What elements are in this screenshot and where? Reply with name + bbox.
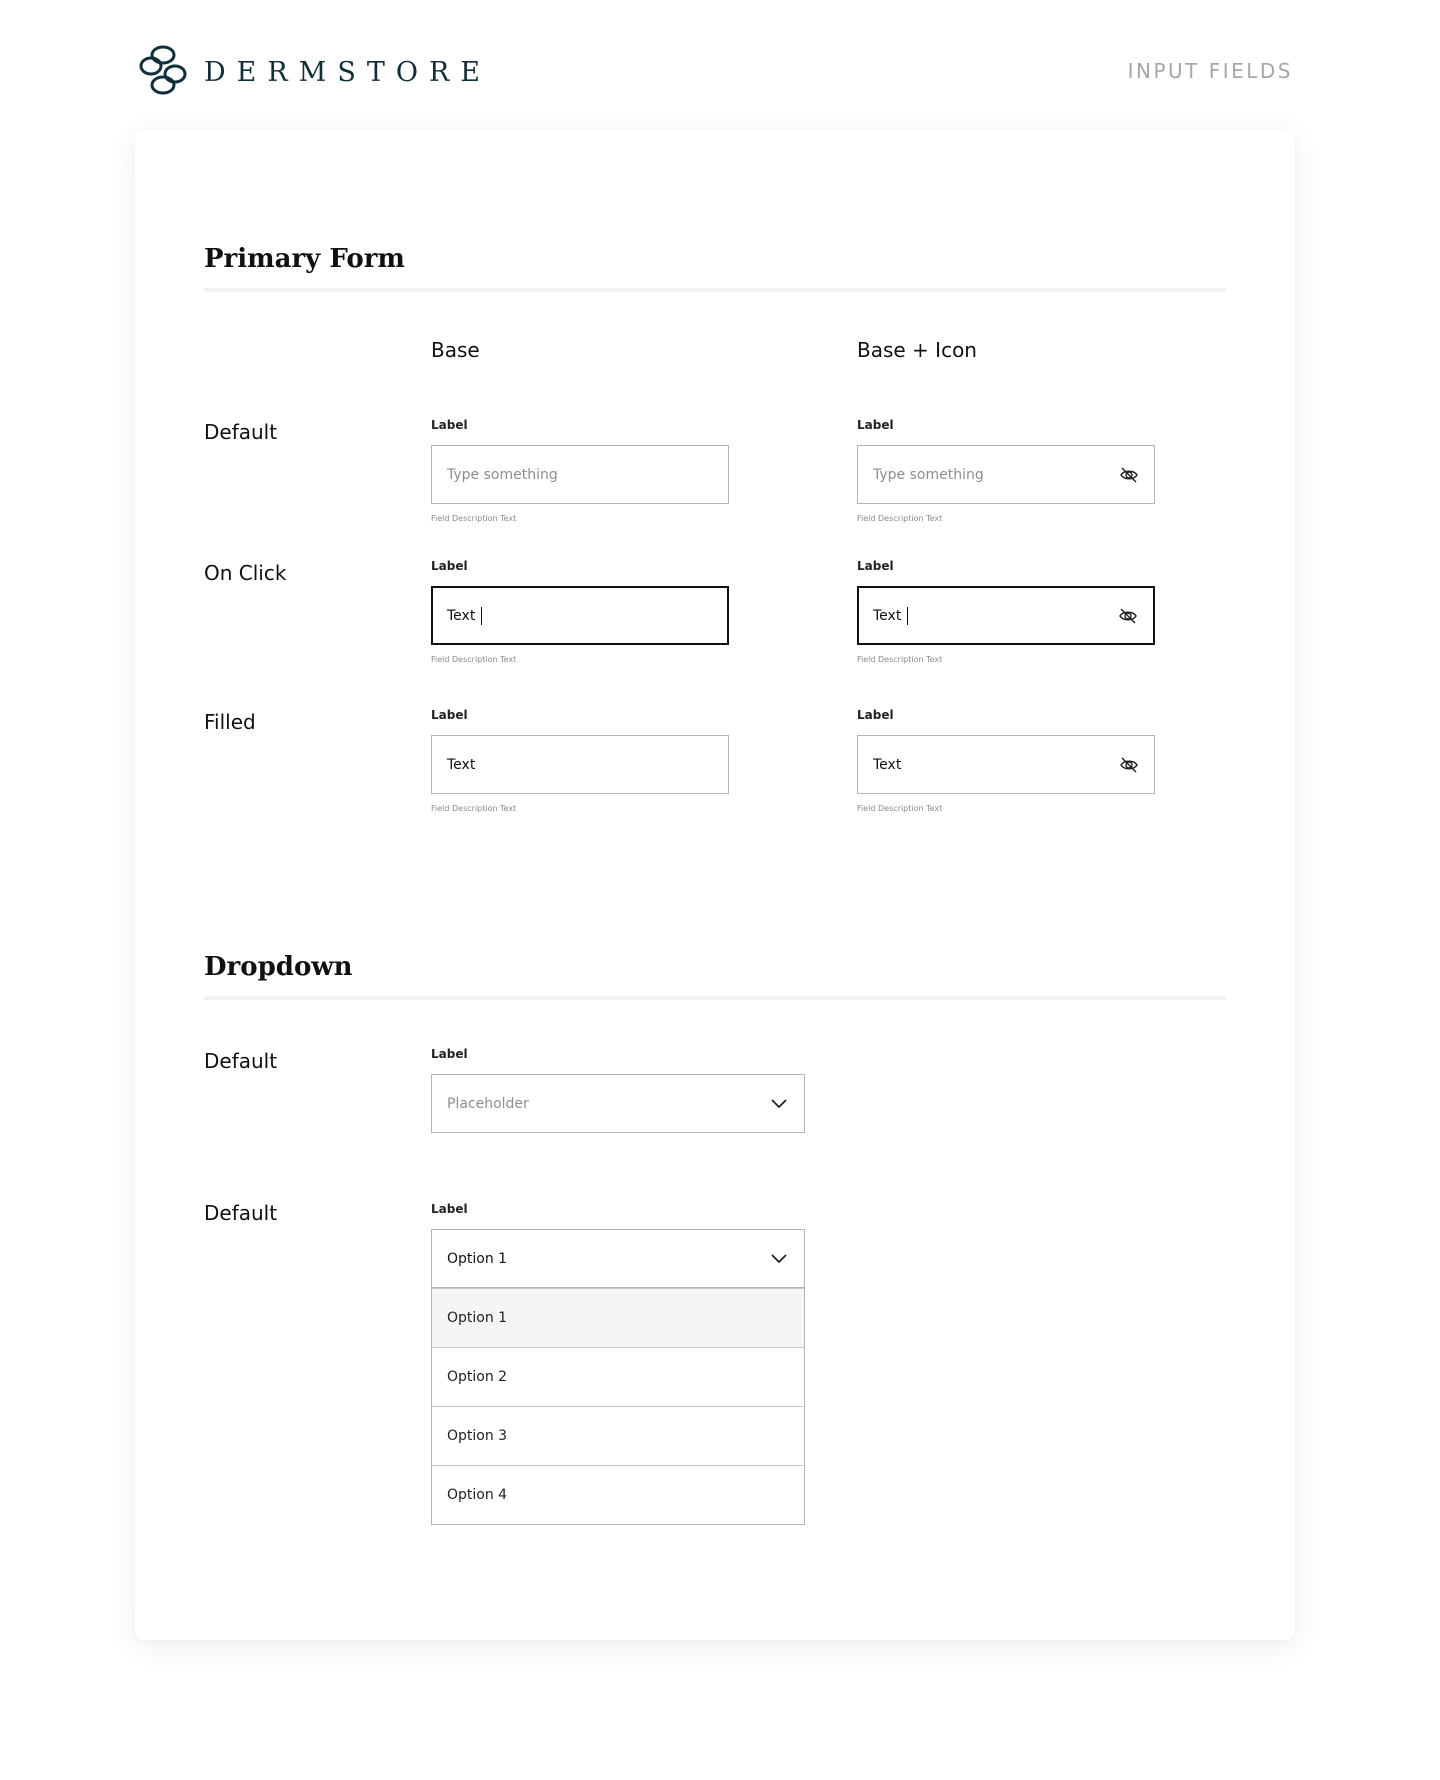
password-input[interactable] — [857, 735, 1155, 794]
dropdown-option[interactable]: Option 4 — [432, 1465, 804, 1524]
field-description: Field Description Text — [857, 514, 943, 523]
field-description: Field Description Text — [431, 804, 517, 813]
chevron-down-icon — [770, 1253, 788, 1265]
dropdown-option[interactable]: Option 1 — [432, 1288, 804, 1347]
text-input[interactable] — [431, 586, 729, 645]
field-label: Label — [857, 708, 894, 722]
section-title-dropdown: Dropdown — [204, 952, 353, 982]
input-value: Text — [447, 756, 476, 773]
text-field-focused-icon — [857, 559, 1155, 664]
column-header-base: Base — [431, 338, 480, 362]
field-description: Field Description Text — [431, 514, 517, 523]
eye-off-icon[interactable] — [1119, 465, 1139, 485]
row-label-dropdown-open: Default — [204, 1201, 278, 1225]
section-divider — [204, 288, 1226, 292]
row-label-on-click: On Click — [204, 561, 287, 585]
row-label-dropdown-default: Default — [204, 1049, 278, 1073]
page-tag: INPUT FIELDS — [1127, 59, 1293, 83]
field-description: Field Description Text — [857, 804, 943, 813]
text-field-focused — [431, 559, 729, 664]
column-header-base-icon: Base + Icon — [857, 338, 977, 362]
intertwined-loops-icon — [138, 44, 188, 100]
chevron-down-icon — [770, 1098, 788, 1110]
field-label: Label — [431, 559, 468, 573]
text-field-filled-icon — [857, 708, 1155, 813]
field-label: Label — [857, 559, 894, 573]
text-input[interactable] — [431, 445, 729, 504]
text-field-default — [431, 418, 729, 523]
component-card — [135, 130, 1295, 1640]
text-caret — [907, 607, 908, 625]
field-description: Field Description Text — [431, 655, 517, 664]
field-label: Label — [857, 418, 894, 432]
section-divider — [204, 996, 1226, 1000]
dropdown-selected-value: Option 1 — [447, 1250, 508, 1267]
brand-name: DERMSTORE — [204, 56, 492, 88]
dropdown-open — [431, 1202, 805, 1525]
input-placeholder: Type something — [447, 466, 558, 483]
input-placeholder: Type something — [873, 466, 984, 483]
dropdown-option[interactable]: Option 2 — [432, 1347, 804, 1406]
row-label-default: Default — [204, 420, 278, 444]
input-value: Text — [447, 607, 476, 624]
section-title-primary-form: Primary Form — [204, 244, 405, 274]
brand-logo[interactable] — [138, 46, 491, 98]
dropdown-placeholder: Placeholder — [447, 1095, 529, 1112]
dropdown-select[interactable] — [431, 1229, 805, 1288]
field-label: Label — [431, 708, 468, 722]
password-input[interactable] — [857, 586, 1155, 645]
text-field-filled — [431, 708, 729, 813]
eye-off-icon[interactable] — [1119, 755, 1139, 775]
text-input[interactable] — [431, 735, 729, 794]
dropdown-closed — [431, 1047, 805, 1133]
field-description: Field Description Text — [857, 655, 943, 664]
row-label-filled: Filled — [204, 710, 256, 734]
text-field-default-icon — [857, 418, 1155, 523]
password-input[interactable] — [857, 445, 1155, 504]
eye-off-icon[interactable] — [1118, 606, 1138, 626]
header — [0, 0, 1440, 140]
dropdown-options-list — [431, 1288, 805, 1525]
dropdown-select[interactable] — [431, 1074, 805, 1133]
field-label: Label — [431, 1047, 468, 1061]
text-caret — [481, 607, 482, 625]
input-value: Text — [873, 756, 902, 773]
field-label: Label — [431, 1202, 468, 1216]
input-value: Text — [873, 607, 902, 624]
field-label: Label — [431, 418, 468, 432]
dropdown-option[interactable]: Option 3 — [432, 1406, 804, 1465]
